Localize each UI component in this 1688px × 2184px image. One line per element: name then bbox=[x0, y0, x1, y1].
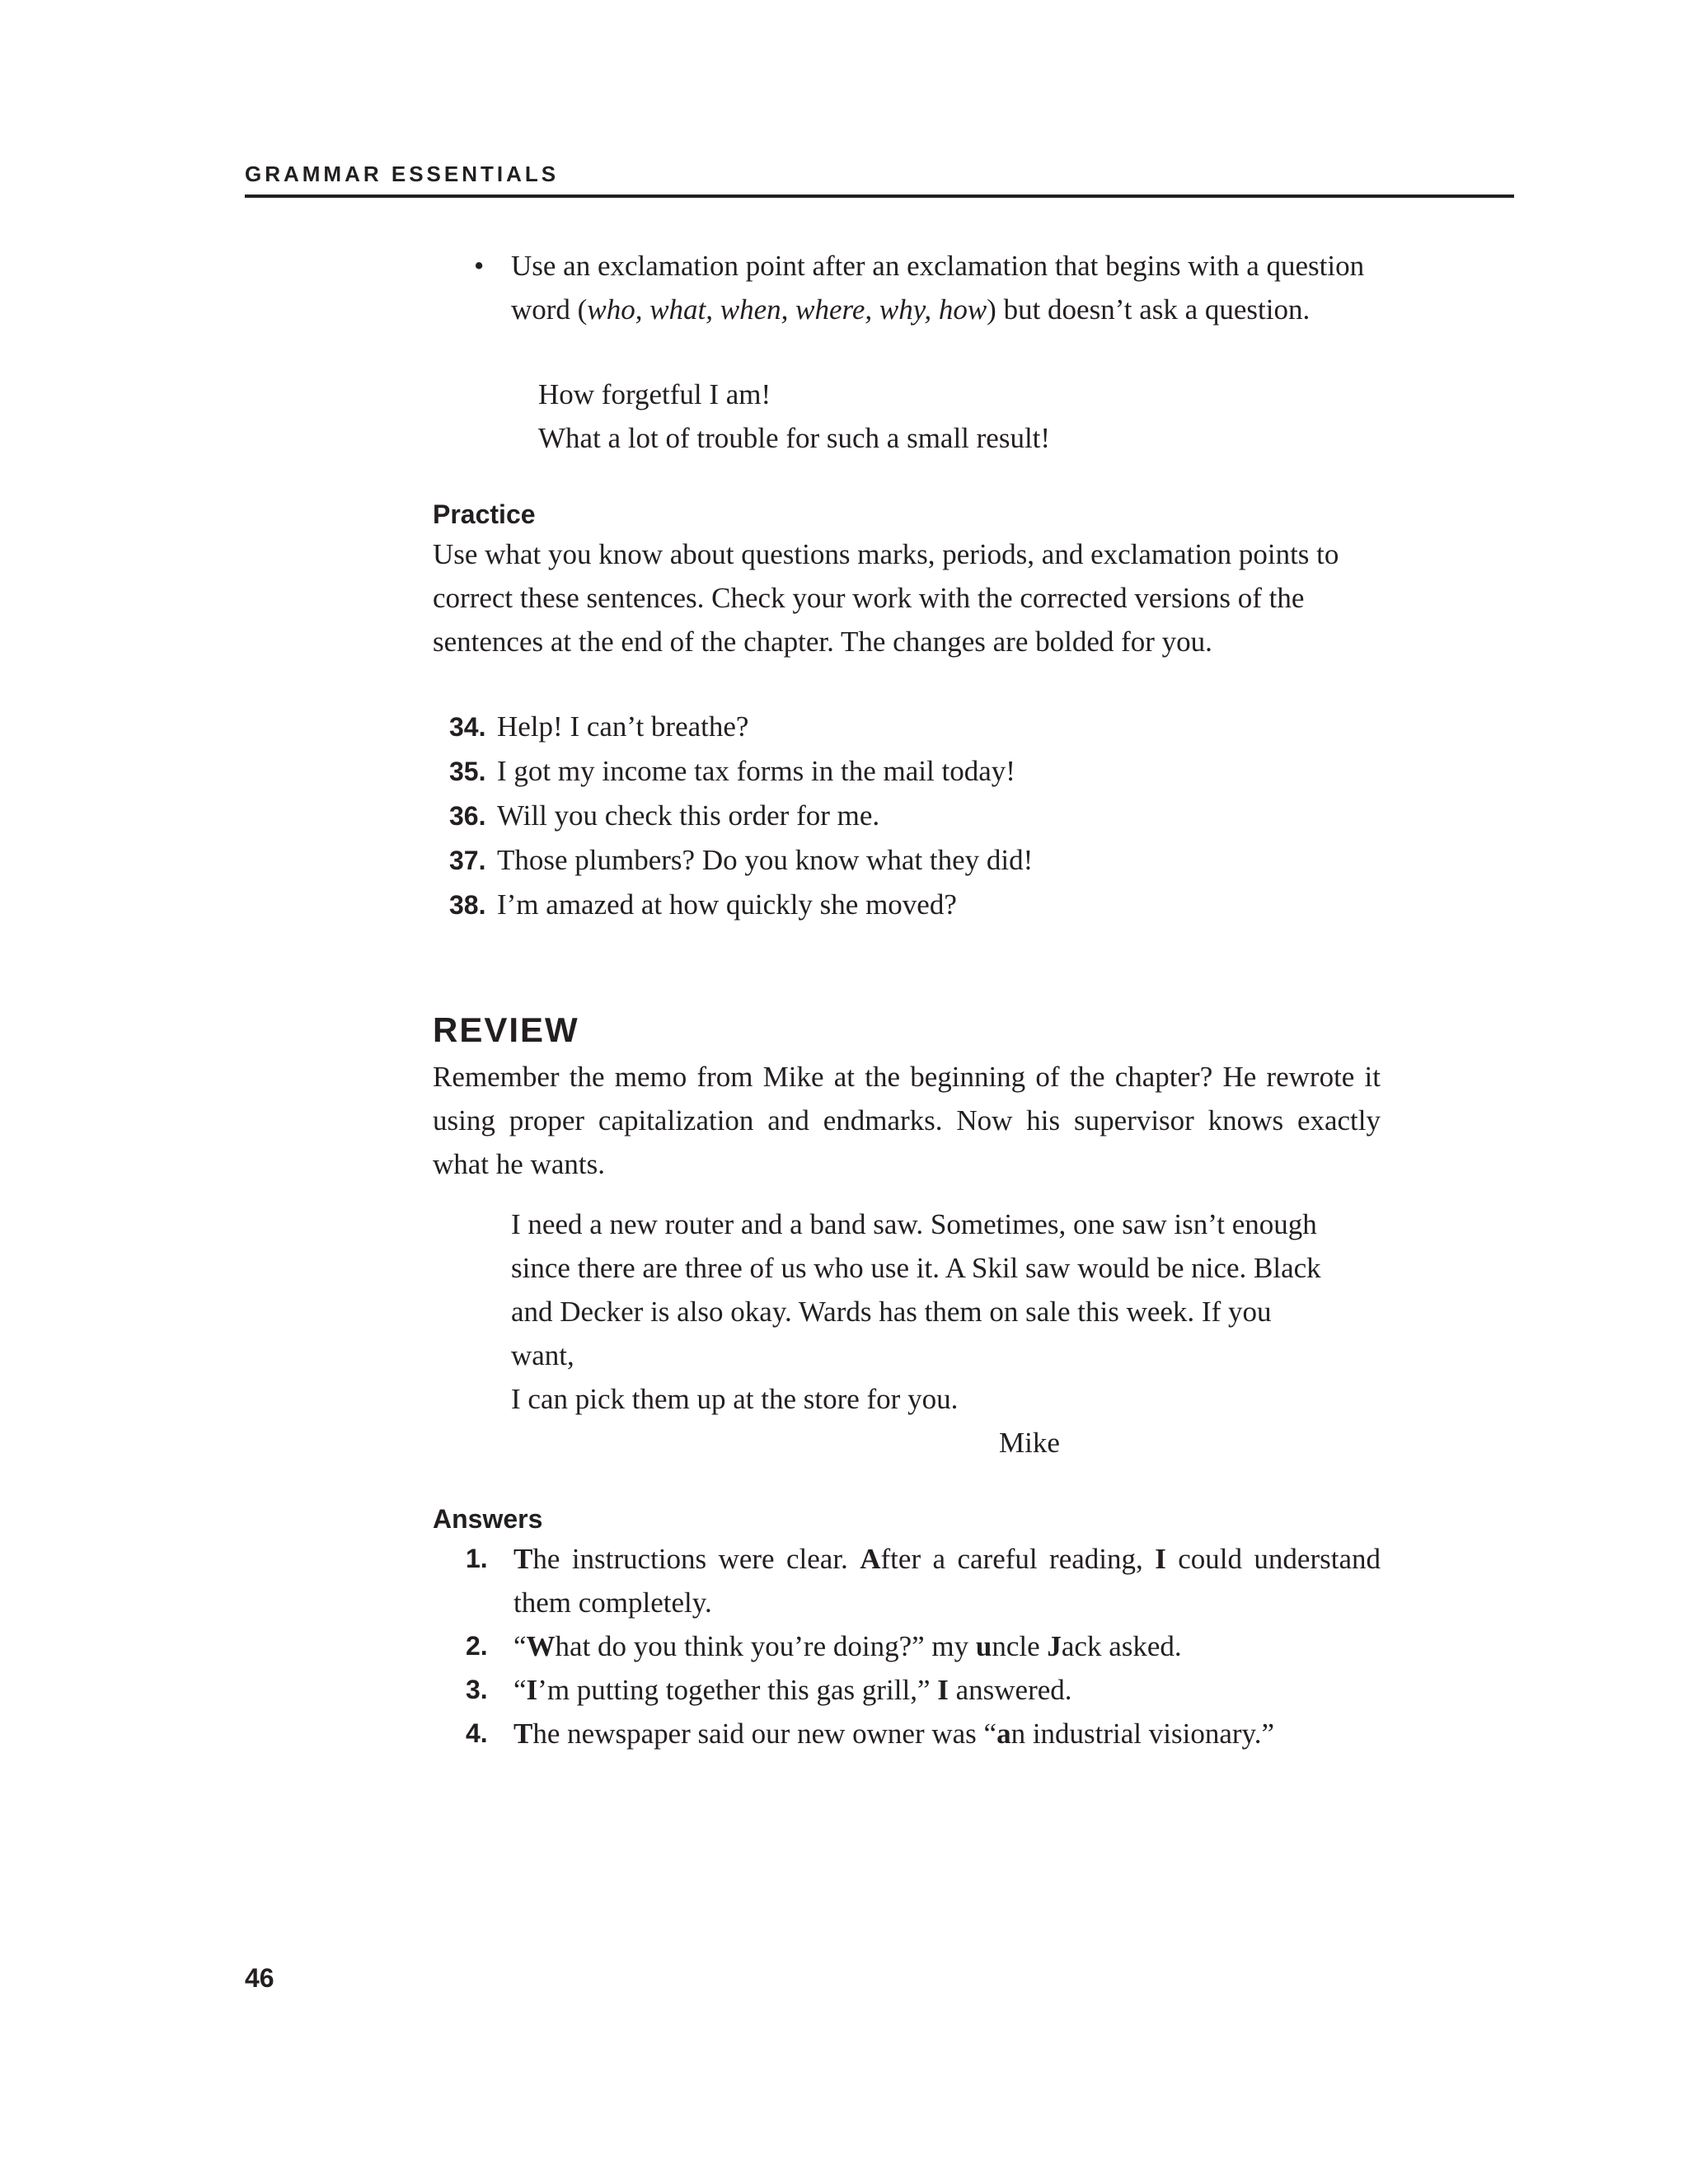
review-heading: REVIEW bbox=[433, 1010, 579, 1049]
answer-item-text bbox=[513, 1668, 1381, 1712]
answer-item bbox=[466, 1712, 1381, 1755]
corrected-letter: A bbox=[860, 1543, 881, 1575]
memo-signature: Mike bbox=[999, 1427, 1060, 1459]
review-intro: Remember the memo from Mike at the beginning of the chapter? He rewrote it using proper capitalization and endmarks. Now his supervisor knows exactly what he wants. bbox=[433, 1061, 1381, 1180]
answer-item bbox=[466, 1624, 1381, 1668]
practice-item-number: 37. bbox=[449, 846, 486, 875]
answer-text-segment: he newspaper said our new owner was “ bbox=[532, 1718, 997, 1750]
bullet-text-after: ) but doesn’t ask a question. bbox=[987, 293, 1311, 326]
memo-line: I can pick them up at the store for you. bbox=[511, 1383, 959, 1415]
answer-text-segment: “ bbox=[513, 1674, 527, 1706]
example-line: How forgetful I am! bbox=[538, 378, 771, 410]
practice-instructions: Use what you know about questions marks, periods, and exclamation points to correct these sentences. Check your work with the corrected versions of the sentences at the end of the chapter. The changes are bolded for you. bbox=[433, 538, 1339, 658]
answer-item-number: 4. bbox=[466, 1718, 488, 1748]
answer-text-segment: “ bbox=[513, 1630, 527, 1662]
example-line: What a lot of trouble for such a small result! bbox=[538, 422, 1051, 454]
example-block bbox=[538, 373, 1381, 460]
practice-item bbox=[449, 749, 1381, 794]
answers-list bbox=[433, 1537, 1381, 1755]
practice-item-number: 36. bbox=[449, 801, 486, 831]
memo-line: and Decker is also okay. Wards has them on sale this week. If you want, bbox=[511, 1296, 1272, 1371]
practice-item-text: I got my income tax forms in the mail today! bbox=[497, 755, 1015, 787]
corrected-letter: u bbox=[975, 1630, 992, 1662]
memo-line: since there are three of us who use it. A Skil saw would be nice. Black bbox=[511, 1252, 1321, 1284]
answer-text-segment: he instructions were clear. bbox=[532, 1543, 860, 1575]
answer-item-number: 3. bbox=[466, 1675, 488, 1704]
memo-block bbox=[511, 1202, 1335, 1465]
answer-item-text bbox=[513, 1624, 1381, 1668]
practice-item-text: I’m amazed at how quickly she moved? bbox=[497, 888, 957, 921]
practice-item-text: Will you check this order for me. bbox=[497, 799, 880, 832]
answer-item-text bbox=[513, 1537, 1381, 1624]
answer-text-segment: ncle bbox=[992, 1630, 1048, 1662]
answer-item-number: 1. bbox=[466, 1544, 488, 1573]
corrected-letter: J bbox=[1047, 1630, 1062, 1662]
running-header bbox=[245, 162, 1514, 198]
corrected-letter: I bbox=[1155, 1543, 1166, 1575]
practice-item bbox=[449, 794, 1381, 838]
answer-text-segment: fter a careful reading, bbox=[880, 1543, 1156, 1575]
answer-item bbox=[466, 1537, 1381, 1624]
answer-item-number: 2. bbox=[466, 1631, 488, 1661]
practice-item-text: Help! I can’t breathe? bbox=[497, 710, 749, 743]
practice-list bbox=[433, 705, 1381, 927]
bullet-text-before: Use an exclamation point after an exclamation that begins with a question word ( bbox=[511, 250, 1365, 326]
answer-text-segment: ack asked. bbox=[1061, 1630, 1182, 1662]
corrected-letter: T bbox=[513, 1718, 533, 1750]
bullet-rule bbox=[433, 244, 1381, 331]
bullet-text-italic: who, what, when, where, why, how bbox=[587, 293, 987, 326]
corrected-letter: T bbox=[513, 1543, 533, 1575]
memo-line: I need a new router and a band saw. Sometimes, one saw isn’t enough bbox=[511, 1208, 1317, 1240]
practice-item-text: Those plumbers? Do you know what they did! bbox=[497, 844, 1034, 876]
answer-text-segment: hat do you think you’re doing?” my bbox=[555, 1630, 976, 1662]
answer-text-segment: answered. bbox=[948, 1674, 1072, 1706]
answer-item-text bbox=[513, 1712, 1381, 1755]
running-title: GRAMMAR ESSENTIALS bbox=[245, 162, 560, 186]
page-content bbox=[433, 244, 1381, 1755]
corrected-letter: I bbox=[937, 1674, 949, 1706]
answers-heading: Answers bbox=[433, 1504, 543, 1534]
practice-item bbox=[449, 705, 1381, 749]
corrected-letter: a bbox=[996, 1718, 1011, 1750]
practice-item-number: 38. bbox=[449, 890, 486, 920]
practice-item-number: 35. bbox=[449, 757, 486, 786]
answer-item bbox=[466, 1668, 1381, 1712]
corrected-letter: W bbox=[526, 1630, 556, 1662]
practice-item-number: 34. bbox=[449, 712, 486, 742]
corrected-letter: I bbox=[526, 1674, 538, 1706]
practice-heading: Practice bbox=[433, 499, 536, 529]
bullet-dot-icon: • bbox=[474, 250, 485, 282]
practice-item bbox=[449, 838, 1381, 883]
answer-text-segment: ’m putting together this gas grill,” bbox=[537, 1674, 938, 1706]
practice-item bbox=[449, 883, 1381, 927]
answer-text-segment: could understand them completely. bbox=[513, 1543, 1381, 1619]
answer-text-segment: n industrial visionary.” bbox=[1010, 1718, 1275, 1750]
page-number: 46 bbox=[245, 1963, 274, 1993]
